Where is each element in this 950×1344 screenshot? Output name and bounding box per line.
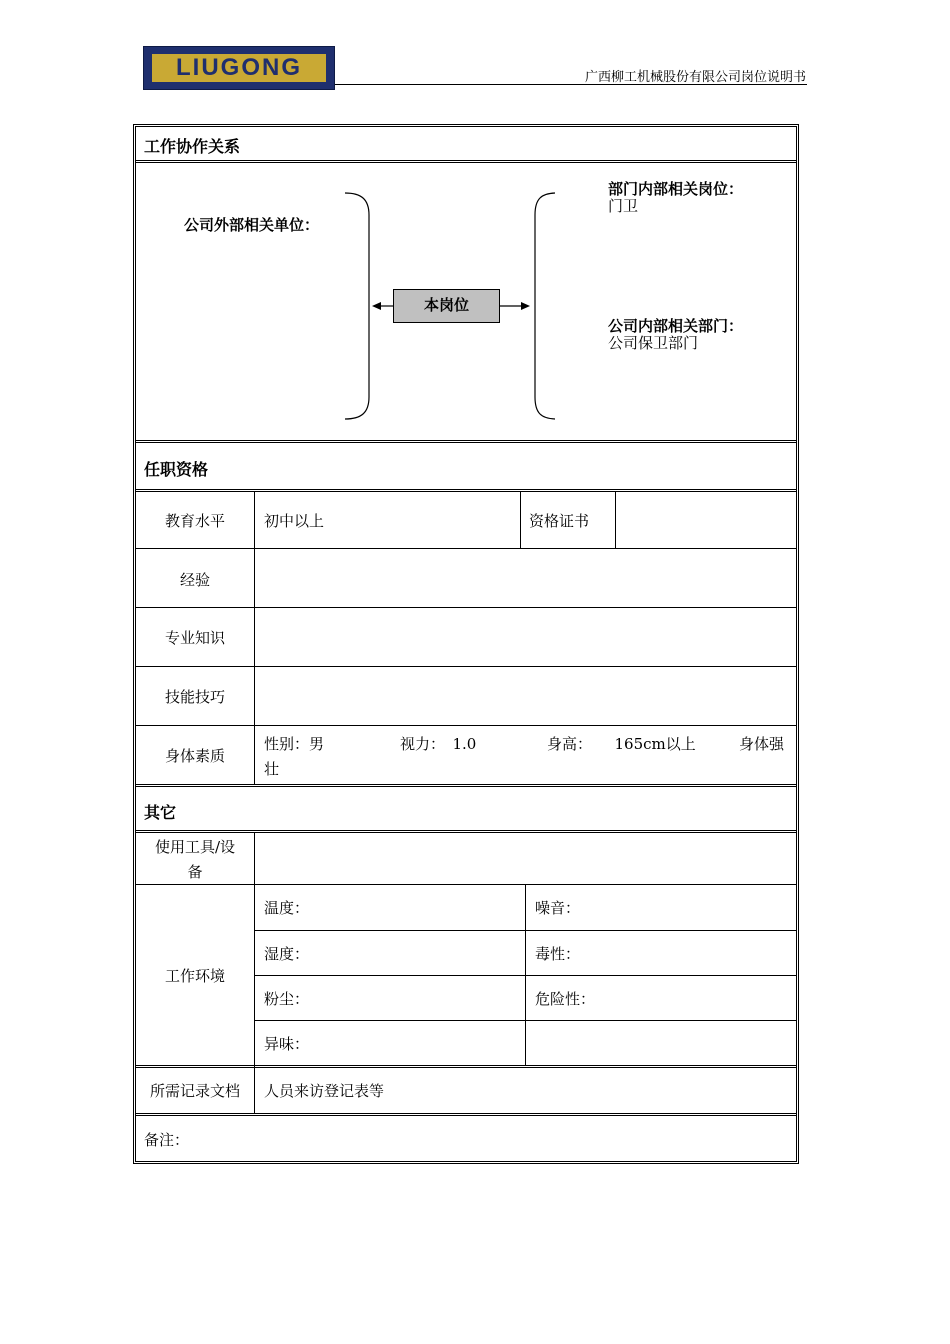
env-noise: 噪音： xyxy=(535,899,581,917)
physical-strong-cont: 壮 xyxy=(264,760,280,778)
company-logo xyxy=(143,46,335,90)
records-label: 所需记录文档 xyxy=(149,1082,240,1100)
skills-label: 技能技巧 xyxy=(164,688,225,706)
left-brace xyxy=(345,193,369,419)
section-title-qualification: 任职资格 xyxy=(144,460,209,479)
physical-height: 身高： 165cm以上 xyxy=(547,735,696,753)
internal-dept-value: 公司保卫部门 xyxy=(608,334,699,352)
env-danger: 危险性： xyxy=(535,990,596,1008)
experience-label: 经验 xyxy=(179,571,210,589)
tools-label: 使用工具/设 xyxy=(154,838,236,856)
remarks-label: 备注： xyxy=(144,1131,190,1149)
tools-label-cont: 备 xyxy=(187,863,203,881)
env-temperature: 温度： xyxy=(264,899,310,917)
records-value: 人员来访登记表等 xyxy=(264,1082,385,1100)
env-humidity: 湿度： xyxy=(264,945,310,963)
logo-text: LIUGONG xyxy=(176,54,302,81)
internal-dept-label: 公司内部相关部门： xyxy=(608,317,744,335)
env-odor: 异味： xyxy=(264,1035,310,1053)
right-brace xyxy=(535,193,555,419)
environment-label: 工作环境 xyxy=(164,967,225,985)
internal-post-value: 门卫 xyxy=(608,197,639,215)
env-toxicity: 毒性： xyxy=(535,945,581,963)
this-post-box: 本岗位 xyxy=(393,289,500,323)
document-title: 广西柳工机械股份有限公司岗位说明书 xyxy=(584,70,806,85)
knowledge-label: 专业知识 xyxy=(164,629,225,647)
physical-label: 身体素质 xyxy=(164,747,225,765)
internal-post-label: 部门内部相关岗位： xyxy=(608,180,744,198)
external-units-label: 公司外部相关单位： xyxy=(184,216,320,234)
section-title-other: 其它 xyxy=(144,803,177,822)
education-value: 初中以上 xyxy=(264,512,325,530)
physical-gender: 性别：男 xyxy=(264,735,325,753)
section-title-collaboration: 工作协作关系 xyxy=(144,137,241,156)
env-dust: 粉尘： xyxy=(264,990,310,1008)
education-label: 教育水平 xyxy=(164,512,225,530)
physical-vision: 视力： 1.0 xyxy=(400,735,477,753)
certificate-label: 资格证书 xyxy=(529,512,590,530)
physical-strong: 身体强 xyxy=(739,735,785,753)
